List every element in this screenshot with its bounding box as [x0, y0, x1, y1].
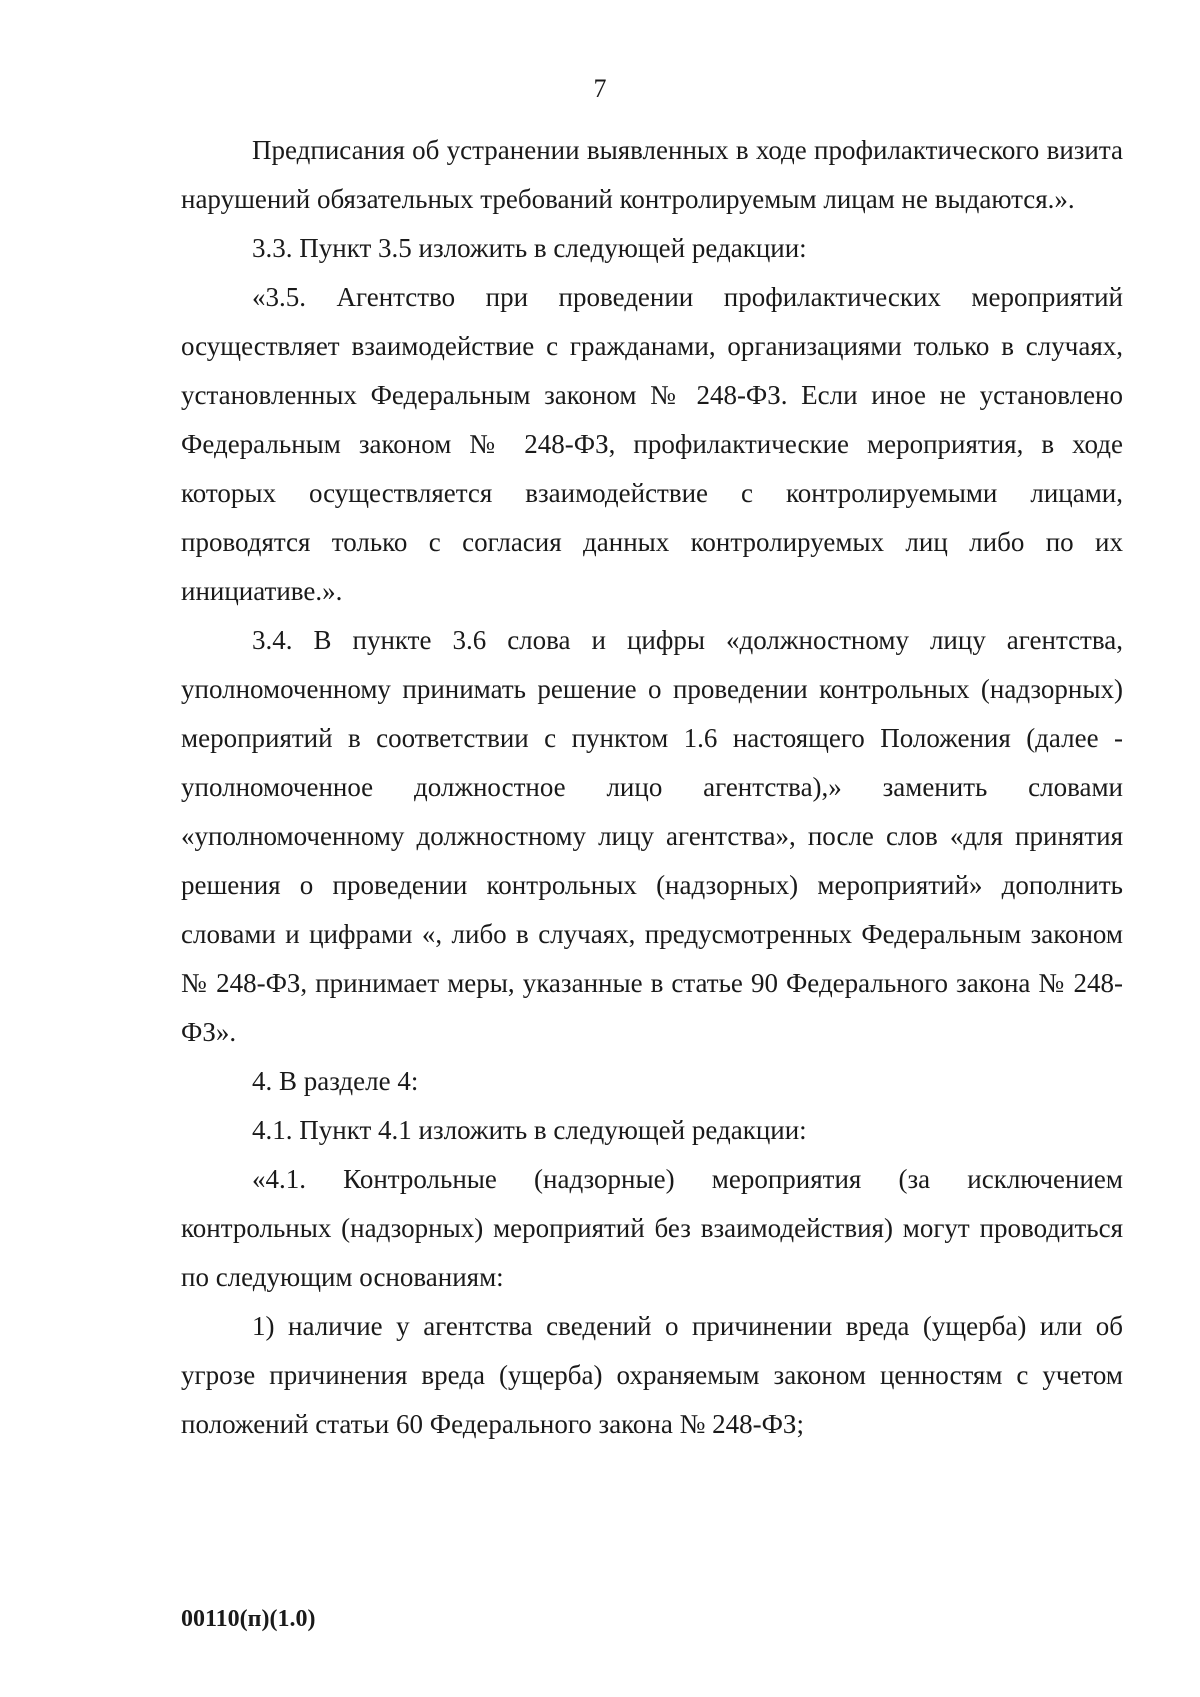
paragraph-4-1-heading: 4.1. Пункт 4.1 изложить в следующей редакции:	[252, 1115, 807, 1145]
document-body	[181, 126, 1123, 1449]
page-number: 7	[593, 74, 607, 103]
document-code: 00110(п)(1.0)	[181, 1606, 316, 1632]
paragraph-section-4: 4. В разделе 4:	[252, 1066, 419, 1096]
paragraph-item-1: 1) наличие у агентства сведений о причинении вреда (ущерба) или об угрозе причинения вреда (ущерба) охраняемым законом ценностям с учетом положений статьи 60 Федерального закона № 248-ФЗ;	[181, 1311, 1123, 1439]
paragraph-3-5: «3.5. Агентство при проведении профилактических мероприятий осуществляет взаимодействие с гражданами, организациями только в случаях, установленных Федеральным законом № 248-ФЗ. Если иное не установлено Федеральным законом № 248-ФЗ, профилактические мероприятия, в ходе которых осуществляется взаимодействие с контролируемыми лицами, проводятся только с согласия данных контролируемых лиц либо по их инициативе.».	[181, 282, 1123, 606]
paragraph-3-4: 3.4. В пункте 3.6 слова и цифры «должностному лицу агентства, уполномоченному принимать решение о проведении контрольных (надзорных) мероприятий в соответствии с пунктом 1.6 настоящего Положения (далее - уполномоченное должностное лицо агентства),» заменить словами «уполномоченному должностному лицу агентства», после слов «для принятия решения о проведении контрольных (надзорных) мероприятий» дополнить словами и цифрами «, либо в случаях, предусмотренных Федеральным законом № 248-ФЗ, принимает меры, указанные в статье 90 Федерального закона № 248-ФЗ».	[181, 625, 1123, 1047]
paragraph-prescriptions: Предписания об устранении выявленных в ходе профилактического визита нарушений обязательных требований контролируемым лицам не выдаются.».	[181, 135, 1123, 214]
paragraph-4-1: «4.1. Контрольные (надзорные) мероприятия (за исключением контрольных (надзорных) мероприятий без взаимодействия) могут проводиться по следующим основаниям:	[181, 1164, 1123, 1292]
paragraph-3-3: 3.3. Пункт 3.5 изложить в следующей редакции:	[252, 233, 807, 263]
